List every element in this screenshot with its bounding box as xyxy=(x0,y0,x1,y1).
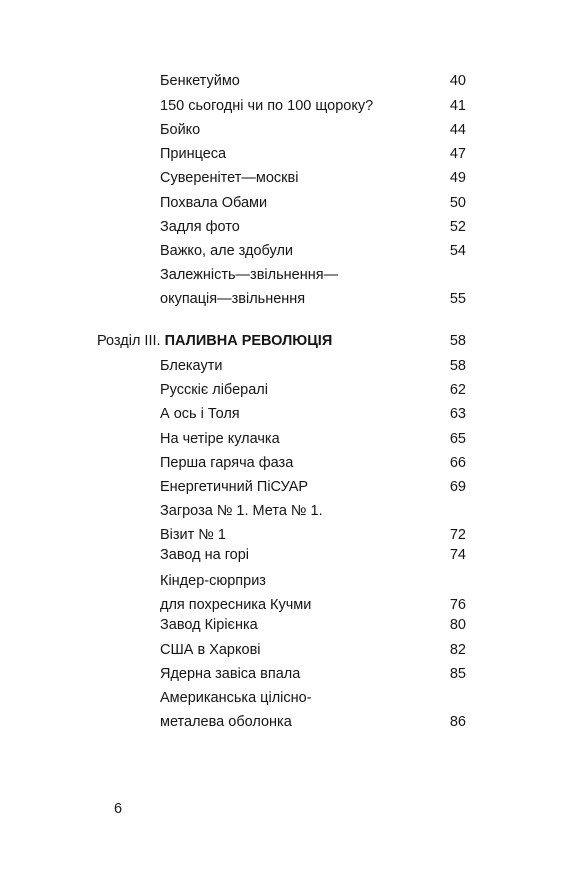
page-number: 6 xyxy=(114,801,123,817)
toc-entry-page: 66 xyxy=(449,455,466,471)
toc-entry-title: Задля фото xyxy=(160,219,240,235)
toc-entry-title: Важко, але здобули xyxy=(160,243,294,259)
toc-entry-title: 150 сьогодні чи по 100 щороку? xyxy=(160,98,374,114)
toc-entry xyxy=(160,543,466,567)
toc-entry-title: Блекаути xyxy=(160,358,223,374)
toc-entry-title: Завод Кірієнка xyxy=(160,617,258,633)
toc-entry-title: Русскіє лібералі xyxy=(160,382,268,398)
toc-entry-page: 63 xyxy=(449,406,466,422)
toc-entry-title-line: Кіндер-сюрприз xyxy=(160,573,266,589)
section-page: 58 xyxy=(449,333,466,349)
toc-entry-page: 85 xyxy=(449,666,466,682)
toc-entry-title: Бенкетуймо xyxy=(160,73,240,89)
toc-entry-page: 58 xyxy=(449,358,466,374)
toc-entry-page: 50 xyxy=(449,195,466,211)
toc-entry xyxy=(160,166,466,190)
toc-entry-page: 82 xyxy=(449,642,466,658)
toc-entry-page: 69 xyxy=(449,479,466,495)
toc-entry xyxy=(160,94,466,118)
toc-entry-page: 54 xyxy=(449,243,466,259)
toc-entry xyxy=(160,239,466,263)
toc-entry-page: 86 xyxy=(449,714,466,730)
section-heading xyxy=(97,329,466,353)
toc-entry-title-line: металева оболонка xyxy=(160,714,292,730)
toc-entry-title-line: окупація—звільнення xyxy=(160,291,306,307)
toc-entry-title-line: Загроза № 1. Мета № 1. xyxy=(160,503,323,519)
section-title: ПАЛИВНА РЕВОЛЮЦІЯ xyxy=(164,333,333,349)
toc-entry-page: 55 xyxy=(449,291,466,307)
toc-entry-title-line: Залежність—звільнення— xyxy=(160,267,339,283)
toc-entry xyxy=(160,613,466,637)
section-prefix: Розділ III. xyxy=(97,333,161,349)
toc-entry xyxy=(160,499,466,547)
toc-entry xyxy=(160,69,466,93)
toc-entry-title: Бойко xyxy=(160,122,201,138)
toc-entry-page: 65 xyxy=(449,431,466,447)
toc-entry-page: 72 xyxy=(449,527,466,543)
toc-entry-title: Принцеса xyxy=(160,146,227,162)
toc-entry xyxy=(160,686,466,734)
toc-entry-page: 41 xyxy=(449,98,466,114)
toc-entry-page: 62 xyxy=(449,382,466,398)
toc-entry-page: 47 xyxy=(449,146,466,162)
toc-entry xyxy=(160,354,466,378)
toc-entry-page: 49 xyxy=(449,170,466,186)
toc-entry xyxy=(160,215,466,239)
toc-entry-title: Завод на горі xyxy=(160,547,250,563)
toc-entry xyxy=(160,118,466,142)
toc-entry-title: Суверенітет—москві xyxy=(160,170,299,186)
toc-entry-title: А ось і Толя xyxy=(160,406,240,422)
toc-entry-page: 74 xyxy=(449,547,466,563)
toc-entry xyxy=(160,402,466,426)
toc-entry xyxy=(160,378,466,402)
toc-entry xyxy=(160,263,466,311)
toc-entry-page: 76 xyxy=(449,597,466,613)
toc-entry xyxy=(160,638,466,662)
toc-entry xyxy=(160,142,466,166)
toc-entry xyxy=(160,569,466,617)
toc-entry xyxy=(160,451,466,475)
toc-entry-title: Перша гаряча фаза xyxy=(160,455,294,471)
toc-entry-title: США в Харкові xyxy=(160,642,261,658)
toc-entry-page: 40 xyxy=(449,73,466,89)
toc-entry xyxy=(160,427,466,451)
toc-entry-title-line: Візит № 1 xyxy=(160,527,226,543)
toc-entry-page: 52 xyxy=(449,219,466,235)
toc-entry xyxy=(160,191,466,215)
toc-entry-page: 44 xyxy=(449,122,466,138)
toc-entry-title: На четіре кулачка xyxy=(160,431,280,447)
toc-entry-title-line: Американська цілісно- xyxy=(160,690,312,706)
toc-entry-title-line: для похресника Кучми xyxy=(160,597,312,613)
toc-entry-title: Похвала Обами xyxy=(160,195,268,211)
toc-entry xyxy=(160,475,466,499)
toc-entry-title: Енергетичний ПіСУАР xyxy=(160,479,309,495)
toc-entry xyxy=(160,662,466,686)
toc-entry-page: 80 xyxy=(449,617,466,633)
toc-entry-title: Ядерна завіса впала xyxy=(160,666,301,682)
